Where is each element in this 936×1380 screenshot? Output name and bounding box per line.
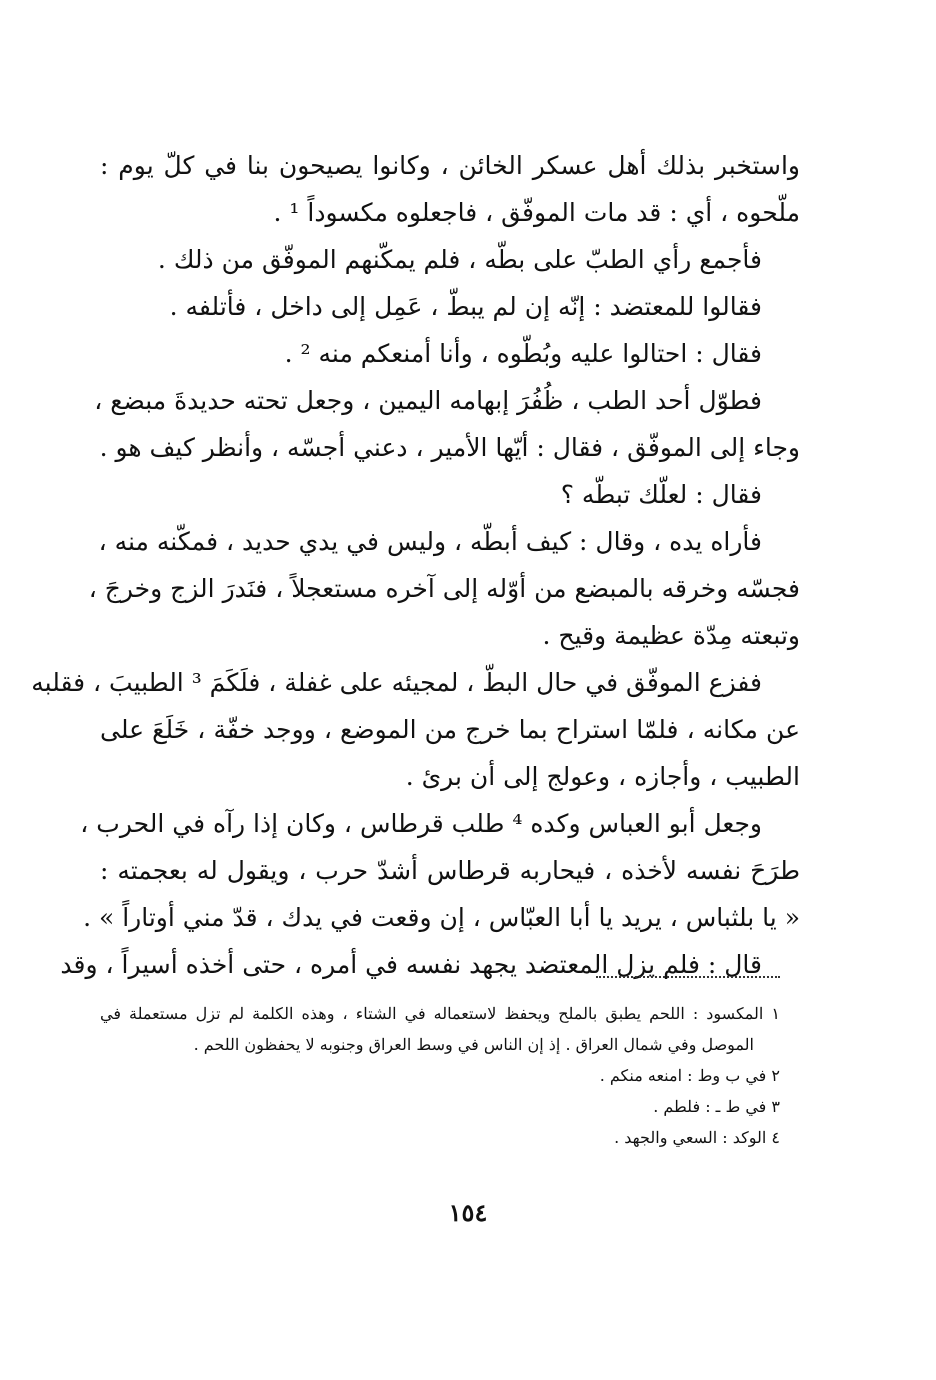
text-line: قال : فلم يزل المعتضد يجهد نفسه في أمره ، حتى أخذه أسيراً ، وقد bbox=[60, 950, 762, 979]
text-line: فقال : لعلّك تبطّه ؟ bbox=[560, 480, 762, 509]
text-line: فجسّه وخرقه بالمبضع من أوّله إلى آخره مستعجلاً ، فنَدرَ الزج وخرجَ ، bbox=[88, 574, 800, 603]
text-line: ملّحوه ، أي : قد مات الموفّق ، فاجعلوه مكسوداً ¹ . bbox=[273, 198, 800, 227]
footnotes bbox=[100, 998, 780, 1153]
text-line: فأراه يده ، وقال : كيف أبطّه ، وليس في يدي حديد ، فمكّنه منه ، bbox=[98, 527, 762, 556]
footnote: ٢ في ب وط : امنعه منكم . bbox=[599, 1066, 780, 1085]
text-line: « يا بلثباس ، يريد يا أبا العبّاس ، إن وقعت في يدك ، قدّ مني أوتاراً » . bbox=[83, 903, 800, 932]
footnote: ٣ في ط ـ : فلطم . bbox=[653, 1097, 780, 1116]
text-line: واستخبر بذلك أهل عسكر الخائن ، وكانوا يصيحون بنا في كلّ يوم : bbox=[100, 151, 800, 180]
footnote: ٤ الوكد : السعي والجهد . bbox=[614, 1128, 780, 1147]
text-line: عن مكانه ، فلمّا استراح بما خرج من الموضع ، ووجد خفّة ، خَلَعَ على bbox=[100, 715, 800, 744]
footnote: الموصل وفي شمال العراق . إذ إن الناس في وسط العراق وجنوبه لا يحفظون اللحم . bbox=[193, 1035, 754, 1054]
text-line: طرَحَ نفسه لأخذه ، فيحاربه قرطاس أشدّ حرب ، ويقول له بعجمته : bbox=[100, 856, 800, 885]
text-line: ففزع الموفّق في حال البطّ ، لمجيئه على غفلة ، فلَكَمَ ³ الطبيبَ ، فقلبه bbox=[31, 668, 762, 697]
footnote-divider bbox=[596, 976, 780, 978]
text-line: وتبعته مِدّة عظيمة وقيح . bbox=[542, 621, 800, 650]
footnote: ١ المكسود : اللحم يطبق بالملح ويحفظ لاستعماله في الشتاء ، وهذه الكلمة لم تزل مستعملة في bbox=[100, 1004, 780, 1023]
text-line: فطوّل أحد الطب ، ظُفُرَ إبهامه اليمين ، وجعل تحته حديدةَ مبضع ، bbox=[94, 386, 762, 415]
text-line: فقال : احتالوا عليه وبُطّوه ، وأنا أمنعكم منه ² . bbox=[284, 339, 762, 368]
main-text bbox=[31, 142, 800, 988]
text-line: فقالوا للمعتضد : إنّه إن لم يبطّ ، عَمِل إلى داخل ، فأتلفه . bbox=[169, 292, 762, 321]
text-line: وجعل أبو العباس وكده ⁴ طلب قرطاس ، وكان إذا رآه في الحرب ، bbox=[80, 809, 762, 838]
text-line: الطبيب ، وأجازه ، وعولج إلى أن برئ . bbox=[405, 762, 800, 791]
text-line: فأجمع رأي الطبّ على بطّه ، فلم يمكّنهم الموفّق من ذلك . bbox=[157, 245, 762, 274]
page-number: ١٥٤ bbox=[448, 1198, 488, 1227]
text-line: وجاء إلى الموفّق ، فقال : أيّها الأمير ، دعني أجسّه ، وأنظر كيف هو . bbox=[99, 433, 800, 462]
